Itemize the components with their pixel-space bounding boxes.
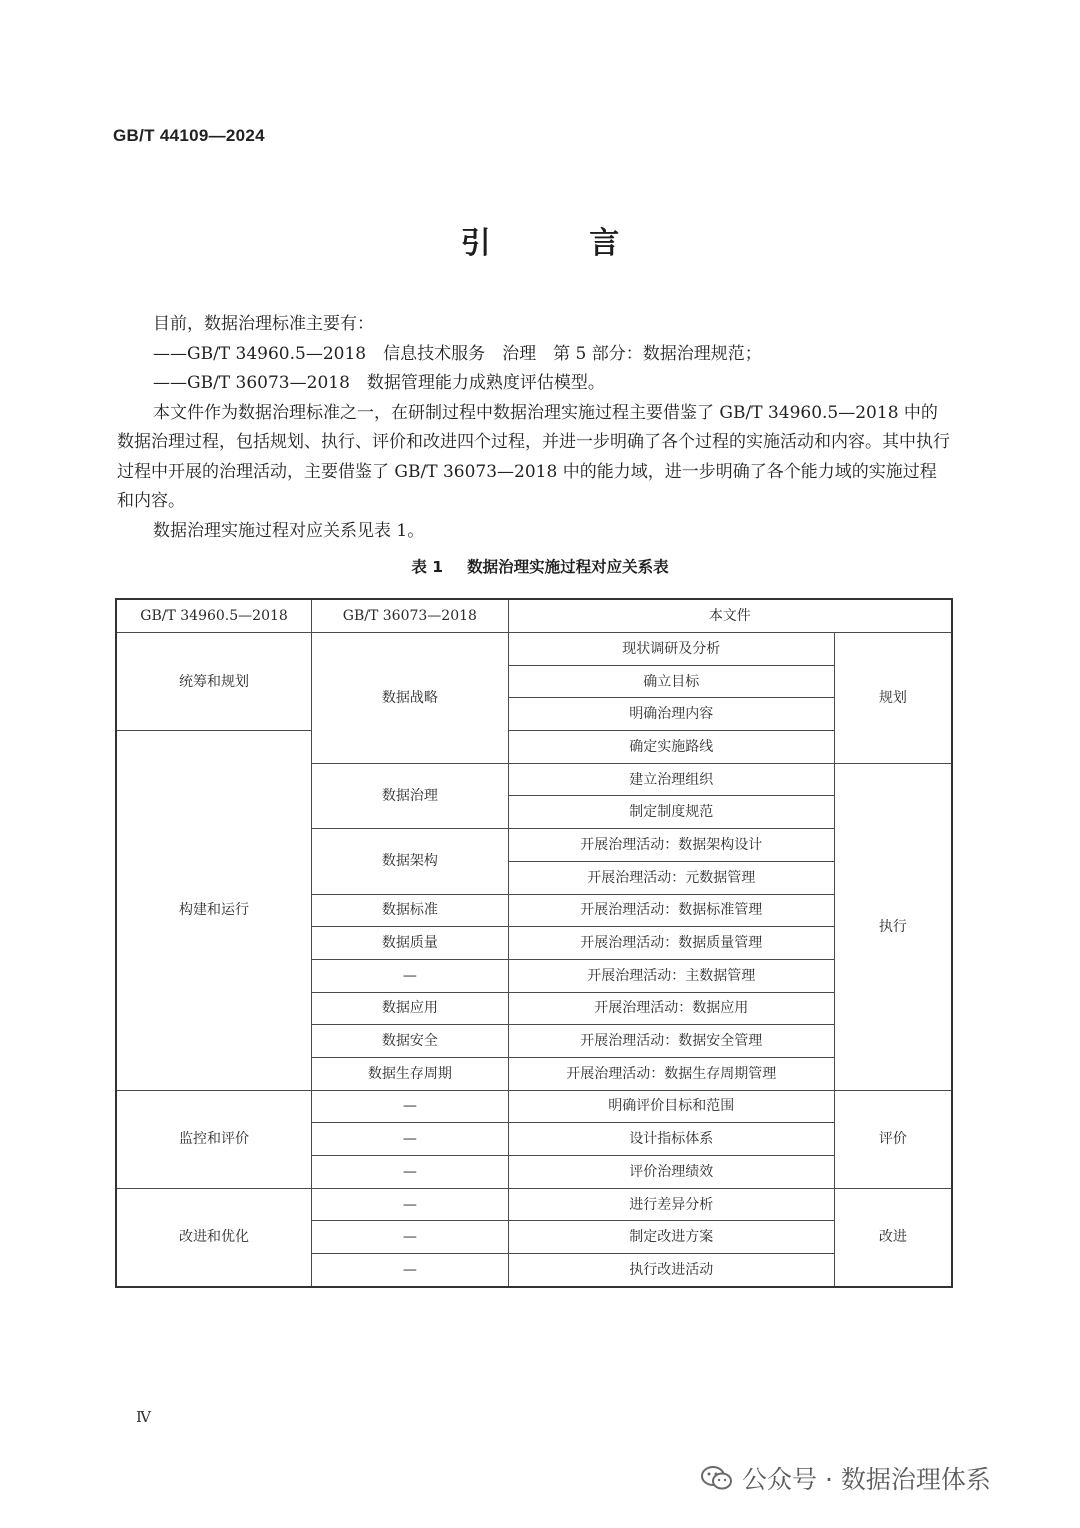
table-row: [116, 1188, 952, 1221]
table-cell: 开展治理活动：数据应用: [508, 992, 834, 1025]
table-cell: 改进和优化: [116, 1188, 312, 1287]
intro-text: [117, 310, 953, 546]
correspondence-table: [115, 598, 953, 1288]
table-cell: 构建和运行: [116, 731, 312, 1091]
table-cell: 制定制度规范: [508, 796, 834, 829]
table-cell: —: [312, 1156, 509, 1189]
table-cell: 明确评价目标和范围: [508, 1090, 834, 1123]
table-cell: 数据安全: [312, 1025, 509, 1058]
table-cell: 确定实施路线: [508, 731, 834, 764]
paragraph: 数据治理实施过程对应关系见表 1。: [153, 520, 425, 541]
table-cell: 开展治理活动：数据生存周期管理: [508, 1057, 834, 1090]
page-number: Ⅳ: [136, 1408, 151, 1426]
table-cell: 执行改进活动: [508, 1254, 834, 1287]
table-cell: 确立目标: [508, 665, 834, 698]
table-caption-title: 数据治理实施过程对应关系表: [467, 558, 669, 576]
page-title: 引 言: [460, 226, 664, 261]
paragraph: 本文件作为数据治理标准之一，在研制过程中数据治理实施过程主要借鉴了 GB/T 34960.5—2018 中的数据治理过程，包括规划、执行、评价和改进四个过程，并进一步明确了各个过程的实施活动和内容。其中执行过程中开展的治理活动，主要借鉴了 GB/T 36073—2018 中的能力域，进一步明确了各个能力域的实施过程和内容。: [117, 402, 950, 511]
table-cell: —: [312, 1123, 509, 1156]
table-cell: 现状调研及分析: [508, 633, 834, 666]
table-cell: 开展治理活动：元数据管理: [508, 861, 834, 894]
table-caption: [0, 555, 1080, 577]
table-cell: 执行: [834, 763, 952, 1090]
table-cell: 数据应用: [312, 992, 509, 1025]
table-row: [116, 633, 952, 666]
table-cell: 监控和评价: [116, 1090, 312, 1188]
table-cell: —: [312, 1188, 509, 1221]
table-cell: 规划: [834, 633, 952, 764]
table-cell: 数据架构: [312, 829, 509, 894]
table-header-cell: 本文件: [508, 599, 952, 633]
table-header-cell: GB/T 36073—2018: [312, 599, 509, 633]
table-cell: 开展治理活动：数据安全管理: [508, 1025, 834, 1058]
table-cell: 开展治理活动：主数据管理: [508, 959, 834, 992]
table-cell: 制定改进方案: [508, 1221, 834, 1254]
table-cell: 进行差异分析: [508, 1188, 834, 1221]
table-cell: —: [312, 959, 509, 992]
table-cell: 改进: [834, 1188, 952, 1287]
list-item: ——GB/T 36073—2018 数据管理能力成熟度评估模型。: [153, 373, 605, 393]
table-cell: 开展治理活动：数据架构设计: [508, 829, 834, 862]
table-header-row: [116, 599, 952, 633]
table-row: [116, 731, 952, 764]
watermark-text: 公众号 · 数据治理体系: [742, 1465, 991, 1494]
table-caption-number: 表 1: [411, 558, 444, 576]
table-header-cell: GB/T 34960.5—2018: [116, 599, 312, 633]
table-cell: 评价: [834, 1090, 952, 1188]
table-cell: 设计指标体系: [508, 1123, 834, 1156]
table-cell: 开展治理活动：数据质量管理: [508, 927, 834, 960]
table-cell: 数据战略: [312, 633, 509, 764]
wechat-icon: [700, 1465, 734, 1491]
table-row: [116, 1090, 952, 1123]
table-cell: —: [312, 1254, 509, 1287]
table-cell: —: [312, 1221, 509, 1254]
table-cell: 明确治理内容: [508, 698, 834, 731]
list-item: ——GB/T 34960.5—2018 信息技术服务 治理 第 5 部分：数据治理规范；: [153, 343, 762, 364]
table-cell: 评价治理绩效: [508, 1156, 834, 1189]
table-cell: 开展治理活动：数据标准管理: [508, 894, 834, 927]
table-cell: 建立治理组织: [508, 763, 834, 796]
table-cell: —: [312, 1090, 509, 1123]
table-cell: 数据质量: [312, 927, 509, 960]
table-cell: 数据生存周期: [312, 1057, 509, 1090]
paragraph: 目前，数据治理标准主要有：: [153, 314, 374, 334]
table-cell: 统筹和规划: [116, 633, 312, 731]
watermark: [700, 1460, 991, 1496]
table-cell: 数据标准: [312, 894, 509, 927]
standard-code: GB/T 44109—2024: [113, 126, 265, 145]
table-cell: 数据治理: [312, 763, 509, 828]
